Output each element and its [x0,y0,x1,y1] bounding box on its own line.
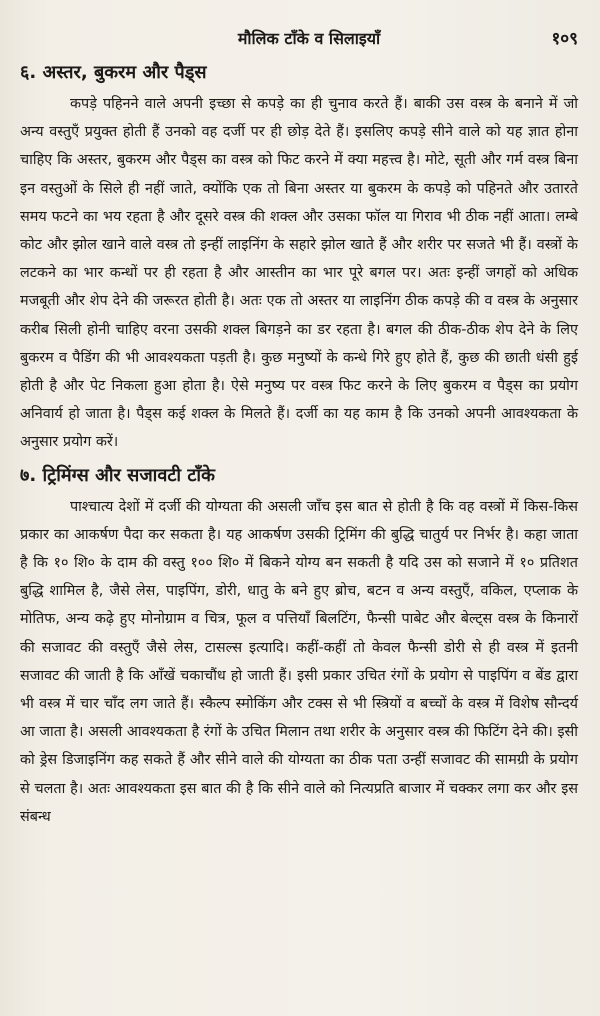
running-header [20,26,578,52]
section-paragraph [20,493,578,831]
section-paragraph [20,90,578,457]
page-number: १०९ [551,29,578,49]
running-title: मौलिक टाँके व सिलाइयाँ [237,29,381,48]
paragraph-text: कपड़े पहिनने वाले अपनी इच्छा से कपड़े का ही चुनाव करते हैं। बाकी उस वस्त्र के बनाने में जो अन्य वस्तुएँ प्रयुक्त होती हैं उनको वह दर्जी पर ही छोड़ देते हैं। इसलिए कपड़े सीने वाले को यह ज्ञात होना चाहिए कि अस्तर, बुकरम और पैड्स का वस्त्र को फिट करने में क्या महत्त्व है। मोटे, सूती और गर्म वस्त्र बिना इन वस्तुओं के सिले ही नहीं जाते, क्योंकि एक तो बिना अस्तर या बुकरम के कपड़े को पहिनते और उतारते समय फटने का भय रहता है और दूसरे वस्त्र की शक्ल और उसका फॉल या गिराव भी ठीक नहीं आता। लम्बे कोट और झोल खाने वाले वस्त्र तो इन्हीं लाइनिंग के सहारे झोल खाते हैं और शरीर पर सजते भी हैं। वस्त्रों के लटकने का भार कन्धों पर ही रहता है और आस्तीन का भार पूरे बगल पर। अतः इन्हीं जगहों को अधिक मजबूती और शेप देने की जरूरत होती है। अतः एक तो अस्तर या लाइनिंग ठीक कपड़े की व वस्त्र के अनुसार करीब सिली होनी चाहिए वरना उसकी शक्ल बिगड़ने का डर रहता है। बगल की ठीक-ठीक शेप देने के लिए बुकरम व पैडिंग की भी आवश्यकता पड़ती है। कुछ मनुष्यों के कन्धे गिरे हुए होते हैं, कुछ की छाती धंसी हुई होती है और पेट निकला हुआ होता है। ऐसे मनुष्य पर वस्त्र फिट करने के लिए बुकरम व पैड्स का प्रयोग अनिवार्य हो जाता है। पैड्स कई शक्ल के मिलते हैं। दर्जी का यह काम है कि उनको अपनी आवश्यकता के अनुसार प्रयोग करें। [20,96,578,451]
paragraph-text: पाश्चात्य देशों में दर्जी की योग्यता की असली जाँच इस बात से होती है कि वह वस्त्रों में किस-किस प्रकार का आकर्षण पैदा कर सकता है। यह आकर्षण उसकी ट्रिमिंग की बुद्धि चातुर्य पर निर्भर है। कहा जाता है कि १० शि० के दाम की वस्तु १०० शि० में बिकने योग्य बन सकती है यदि उस को सजाने में १० प्रतिशत बुद्धि शामिल है, जैसे लेस, पाइपिंग, डोरी, धातु के बने हुए ब्रोच, बटन व अन्य वस्तुएँ, वकिल, एप्लाक के मोतिफ, अन्य कढ़े हुए मोनोग्राम व चित्र, फूल व पत्तियाँ बिलटिंग, फैन्सी पाबेट और बेल्ट्स वस्त्र के किनारों की सजावट की वस्तुएँ जैसे लेस, टासल्स इत्यादि। कहीं-कहीं तो केवल फैन्सी डोरी से ही वस्त्र में इतनी सजावट की जाती है कि आँखें चकाचौंध हो जाती हैं। इसी प्रकार उचित रंगों के प्रयोग से पाइपिंग व बेंड द्वारा भी वस्त्र में चार चाँद लग जाते हैं। स्कैल्प स्मोकिंग और टक्स से भी स्त्रियों व बच्चों के वस्त्र में विशेष सौन्दर्य आ जाता है। असली आवश्यकता है रंगों के उचित मिलान तथा शरीर के अनुसार वस्त्र की फिटिंग देने की। इसी को ड्रेस डिजाइनिंग कह सकते हैं और सीने वाले की योग्यता का ठीक पता उन्हीं सजावट की सामग्री के प्रयोग से चलता है। अतः आवश्यकता इस बात की है कि सीने वाले को नित्यप्रति बाजार में चक्कर लगा कर और इस संबन्ध [20,498,578,825]
section-heading: ६. अस्तर, बुकरम और पैड्स [20,62,207,83]
section-lining-buckram-pads [20,60,578,457]
section-heading: ७. ट्रिमिंग्स और सजावटी टाँके [20,464,215,486]
section-trimmings-decorative-stitches [20,463,578,831]
